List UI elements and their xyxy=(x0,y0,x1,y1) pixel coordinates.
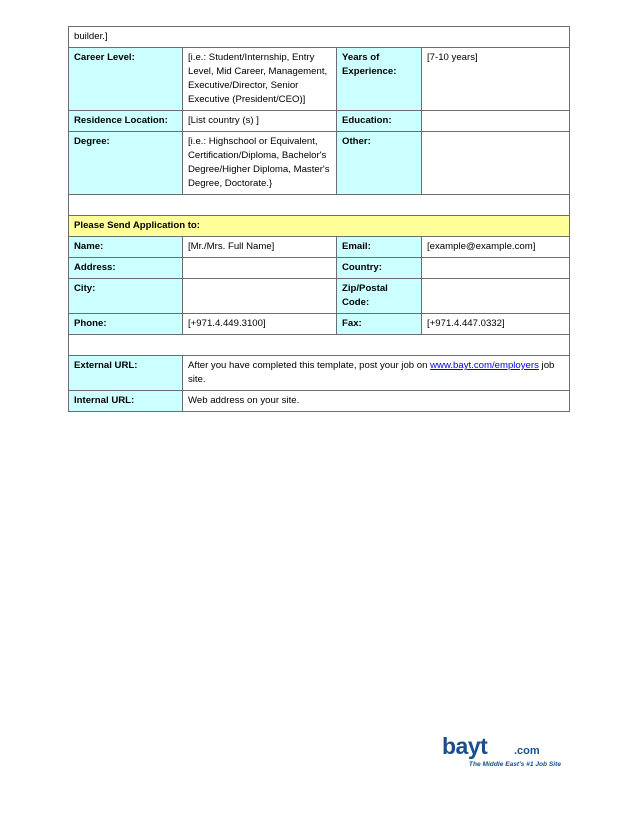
years-experience-label: Years of Experience: xyxy=(337,48,422,111)
internal-url-label: Internal URL: xyxy=(69,391,183,412)
external-url-value xyxy=(183,356,570,391)
table-row xyxy=(69,216,570,237)
career-level-value: [i.e.: Student/Internship, Entry Level, Mid Career, Management, Executive/Director, Senior Executive (President/CEO)] xyxy=(183,48,337,111)
degree-label: Degree: xyxy=(69,132,183,195)
years-experience-value: [7-10 years] xyxy=(422,48,570,111)
table-row xyxy=(69,27,570,48)
other-value xyxy=(422,132,570,195)
country-value xyxy=(422,258,570,279)
zip-value xyxy=(422,279,570,314)
email-value: [example@example.com] xyxy=(422,237,570,258)
table-row xyxy=(69,195,570,216)
logo-tagline-text: The Middle East's #1 Job Site xyxy=(468,761,561,768)
spacer-row xyxy=(69,335,570,356)
table-row xyxy=(69,48,570,111)
fax-value: [+971.4.447.0332] xyxy=(422,314,570,335)
employers-link[interactable]: www.bayt.com/employers xyxy=(430,360,539,371)
address-label: Address: xyxy=(69,258,183,279)
internal-url-value: Web address on your site. xyxy=(183,391,570,412)
other-label: Other: xyxy=(337,132,422,195)
fax-label: Fax: xyxy=(337,314,422,335)
table-row xyxy=(69,279,570,314)
spacer-row xyxy=(69,195,570,216)
external-url-text-after: job site. xyxy=(188,360,555,385)
residence-location-label: Residence Location: xyxy=(69,111,183,132)
degree-value: [i.e.: Highschool or Equivalent, Certification/Diploma, Bachelor's Degree/Higher Diploma, Master's Degree, Doctorate.} xyxy=(183,132,337,195)
table-row xyxy=(69,356,570,391)
external-url-label: External URL: xyxy=(69,356,183,391)
table-row xyxy=(69,258,570,279)
bayt-logo xyxy=(440,734,562,770)
table-row xyxy=(69,237,570,258)
builder-continuation-text: builder.] xyxy=(69,27,570,48)
city-value xyxy=(183,279,337,314)
table-row xyxy=(69,391,570,412)
job-posting-form-table xyxy=(68,26,570,412)
country-label: Country: xyxy=(337,258,422,279)
education-label: Education: xyxy=(337,111,422,132)
send-application-header: Please Send Application to: xyxy=(69,216,570,237)
logo-suffix-text: .com xyxy=(514,745,540,757)
city-label: City: xyxy=(69,279,183,314)
table-row xyxy=(69,111,570,132)
name-label: Name: xyxy=(69,237,183,258)
address-value xyxy=(183,258,337,279)
phone-label: Phone: xyxy=(69,314,183,335)
email-label: Email: xyxy=(337,237,422,258)
education-value xyxy=(422,111,570,132)
logo-brand-text: bayt xyxy=(442,734,488,759)
table-row xyxy=(69,314,570,335)
residence-location-value: [List country (s) ] xyxy=(183,111,337,132)
zip-label: Zip/Postal Code: xyxy=(337,279,422,314)
name-value: [Mr./Mrs. Full Name] xyxy=(183,237,337,258)
phone-value: [+971.4.449.3100] xyxy=(183,314,337,335)
table-row xyxy=(69,335,570,356)
external-url-text-before: After you have completed this template, post your job on xyxy=(188,360,431,371)
career-level-label: Career Level: xyxy=(69,48,183,111)
table-row xyxy=(69,132,570,195)
